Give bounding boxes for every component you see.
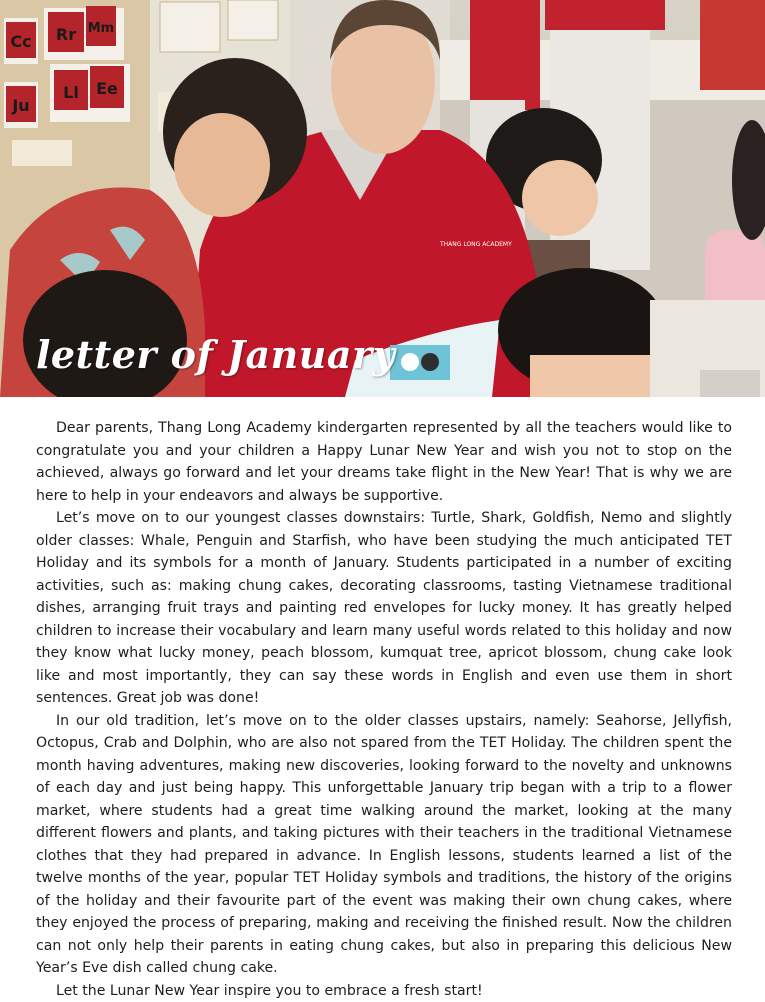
paragraph: Let’s move on to our youngest classes downstairs: Turtle, Shark, Goldfish, Nemo and slightly older classes: Whale, Penguin and Starfish, who have been studying the much anticipated TET Holiday and its symbols for a month of January. Students participated in a number of exciting activities, such as: making chung cakes, decorating classrooms, tasting Vietnamese traditional dishes, arranging fruit trays and painting red envelopes for lucky money. It has greatly helped children to increase their vocabulary and learn many useful words related to this holiday and now they know what lucky money, peach blossom, kumquat tree, apricot blossom, chung cake look like and most importantly, they can say these words in English and even use them in short sentences. Great job was done! bbox=[36, 507, 732, 710]
paragraph: In our old tradition, let’s move on to the older classes upstairs, namely: Seahorse, Jellyfish, Octopus, Crab and Dolphin, who are also not spared from the TET Holiday. The children spent the month having adventures, making new discoveries, looking forward to the novelty and unknowns of each day and just being happy. This unforgettable January trip began with a trip to a flower market, where students had a great time walking around the market, looking at the many different flowers and plants, and taking pictures with their teachers in the traditional Vietnamese clothes that they had prepared in advance. In English lessons, students learned a list of the twelve months of the year, popular TET Holiday symbols and traditions, the history of the origins of the holiday and their favourite part of the event was making their own chung cakes, where they enjoyed the process of preparing, making and receiving the finished result. Now the children can not only help their parents in eating chung cakes, but also in preparing this delicious New Year’s Eve dish called chung cake. bbox=[36, 710, 732, 980]
letter-body bbox=[36, 417, 732, 1002]
board-letter: Ee bbox=[96, 79, 118, 98]
page-title: letter of January bbox=[36, 332, 395, 377]
board-letter: Cc bbox=[10, 32, 31, 51]
paragraph: Dear parents, Thang Long Academy kindergarten represented by all the teachers would like to congratulate you and your children a Happy Lunar New Year and wish you not to stop on the achieved, always go forward and let your dreams take flight in the New Year! That is why we are here to help in your endeavors and always be supportive. bbox=[36, 417, 732, 507]
shirt-logo: THANG LONG ACADEMY bbox=[439, 241, 512, 248]
paragraph: Let the Lunar New Year inspire you to embrace a fresh start! bbox=[36, 980, 732, 1002]
board-letter: Mm bbox=[88, 21, 114, 36]
board-letter: Rr bbox=[56, 25, 76, 44]
board-letter: Ll bbox=[63, 83, 79, 102]
header-photo bbox=[0, 0, 765, 397]
board-letter: Ju bbox=[11, 96, 29, 115]
